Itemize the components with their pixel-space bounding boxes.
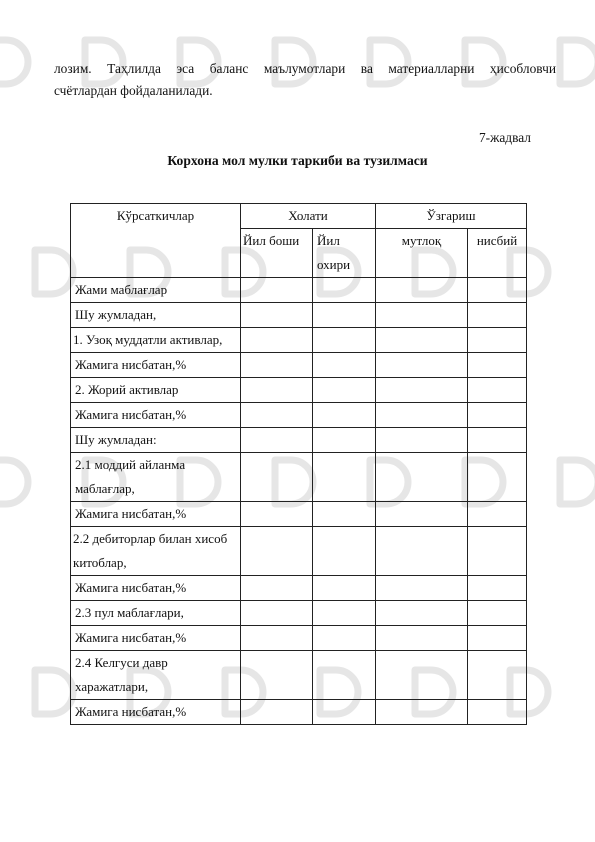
header-year-start: Йил боши: [241, 229, 313, 278]
table-row: [71, 453, 527, 502]
row-label-line2: маблағлар,: [75, 481, 135, 496]
cell-year-start: [241, 303, 313, 328]
table-row: [71, 278, 527, 303]
cell-year-end: [313, 601, 376, 626]
header-year-end-line2: охири: [317, 257, 351, 272]
cell-year-end: [313, 328, 376, 353]
table-row: [71, 700, 527, 725]
cell-relative: [468, 453, 527, 502]
row-label: Жамига нисбатан,%: [71, 502, 241, 527]
cell-year-end: [313, 527, 376, 576]
cell-relative: [468, 328, 527, 353]
header-year-end-line1: Йил: [317, 233, 340, 248]
header-state: Холати: [241, 204, 376, 229]
cell-year-end: [313, 453, 376, 502]
intro-line-1: лозим. Таҳлилда эса баланс маълумотлари ва материалларни ҳисобловчи: [54, 61, 556, 76]
row-label: Жамига нисбатан,%: [71, 353, 241, 378]
cell-relative: [468, 626, 527, 651]
cell-year-start: [241, 328, 313, 353]
cell-absolute: [376, 626, 468, 651]
cell-relative: [468, 428, 527, 453]
row-label: Жамига нисбатан,%: [71, 576, 241, 601]
cell-year-end: [313, 303, 376, 328]
cell-relative: [468, 651, 527, 700]
row-label: 1. Узоқ муддатли активлар,: [71, 328, 241, 353]
cell-year-start: [241, 626, 313, 651]
cell-year-start: [241, 353, 313, 378]
cell-absolute: [376, 303, 468, 328]
row-label: Жамига нисбатан,%: [71, 626, 241, 651]
row-label: Шу жумладан:: [71, 428, 241, 453]
cell-absolute: [376, 453, 468, 502]
row-label: Жамига нисбатан,%: [71, 700, 241, 725]
cell-year-start: [241, 502, 313, 527]
cell-relative: [468, 353, 527, 378]
row-label-line1: 2.4 Келгуси давр: [75, 655, 168, 670]
table-row: [71, 353, 527, 378]
row-label: 2. Жорий активлар: [71, 378, 241, 403]
cell-relative: [468, 601, 527, 626]
table-row: [71, 527, 527, 576]
header-year-end: [313, 229, 376, 278]
row-label: 2.3 пул маблағлари,: [71, 601, 241, 626]
cell-year-end: [313, 378, 376, 403]
cell-year-start: [241, 576, 313, 601]
cell-absolute: [376, 651, 468, 700]
cell-absolute: [376, 601, 468, 626]
row-label: Жамига нисбатан,%: [71, 403, 241, 428]
table-row: [71, 428, 527, 453]
cell-relative: [468, 700, 527, 725]
cell-year-end: [313, 403, 376, 428]
header-change: Ўзгариш: [376, 204, 527, 229]
cell-absolute: [376, 700, 468, 725]
table-row: [71, 378, 527, 403]
cell-year-end: [313, 502, 376, 527]
cell-year-start: [241, 601, 313, 626]
table-row: [71, 651, 527, 700]
cell-relative: [468, 303, 527, 328]
cell-year-start: [241, 527, 313, 576]
row-label-line1: 2.2 дебиторлар билан хисоб: [73, 531, 228, 546]
row-label-line2: китоблар,: [73, 555, 127, 570]
table-row: [71, 601, 527, 626]
cell-year-end: [313, 626, 376, 651]
cell-year-end: [313, 278, 376, 303]
table-row: [71, 328, 527, 353]
header-row-1: [71, 204, 527, 229]
table-title: Корхона мол мулки таркиби ва тузилмаси: [167, 153, 428, 168]
table-row: [71, 403, 527, 428]
cell-relative: [468, 527, 527, 576]
row-label: [71, 527, 241, 576]
cell-year-start: [241, 428, 313, 453]
cell-absolute: [376, 428, 468, 453]
table-row: [71, 626, 527, 651]
cell-year-start: [241, 453, 313, 502]
header-relative: нисбий: [468, 229, 527, 278]
cell-year-start: [241, 278, 313, 303]
table-row: [71, 502, 527, 527]
cell-year-start: [241, 700, 313, 725]
table-number: 7-жадвал: [478, 130, 531, 145]
row-label-line2: харажатлари,: [75, 679, 149, 694]
cell-absolute: [376, 353, 468, 378]
cell-absolute: [376, 576, 468, 601]
cell-year-end: [313, 651, 376, 700]
header-absolute: мутлоқ: [376, 229, 468, 278]
cell-relative: [468, 576, 527, 601]
row-label: Шу жумладан,: [71, 303, 241, 328]
cell-relative: [468, 403, 527, 428]
table-row: [71, 303, 527, 328]
cell-relative: [468, 378, 527, 403]
row-label: [71, 453, 241, 502]
cell-absolute: [376, 278, 468, 303]
cell-year-end: [313, 428, 376, 453]
cell-relative: [468, 502, 527, 527]
cell-absolute: [376, 527, 468, 576]
cell-absolute: [376, 328, 468, 353]
intro-line-2: счётлардан фойдаланилади.: [54, 83, 213, 98]
header-indicators: Кўрсаткичлар: [71, 204, 241, 278]
cell-absolute: [376, 403, 468, 428]
table-row: [71, 576, 527, 601]
row-label: [71, 651, 241, 700]
cell-year-start: [241, 403, 313, 428]
cell-year-start: [241, 378, 313, 403]
row-label-line1: 2.1 моддий айланма: [75, 457, 186, 472]
asset-structure-table: [70, 203, 527, 725]
cell-year-start: [241, 651, 313, 700]
intro-paragraph: [54, 58, 556, 102]
cell-absolute: [376, 502, 468, 527]
cell-year-end: [313, 353, 376, 378]
cell-year-end: [313, 576, 376, 601]
cell-relative: [468, 278, 527, 303]
cell-absolute: [376, 378, 468, 403]
cell-year-end: [313, 700, 376, 725]
row-label: Жами маблағлар: [71, 278, 241, 303]
